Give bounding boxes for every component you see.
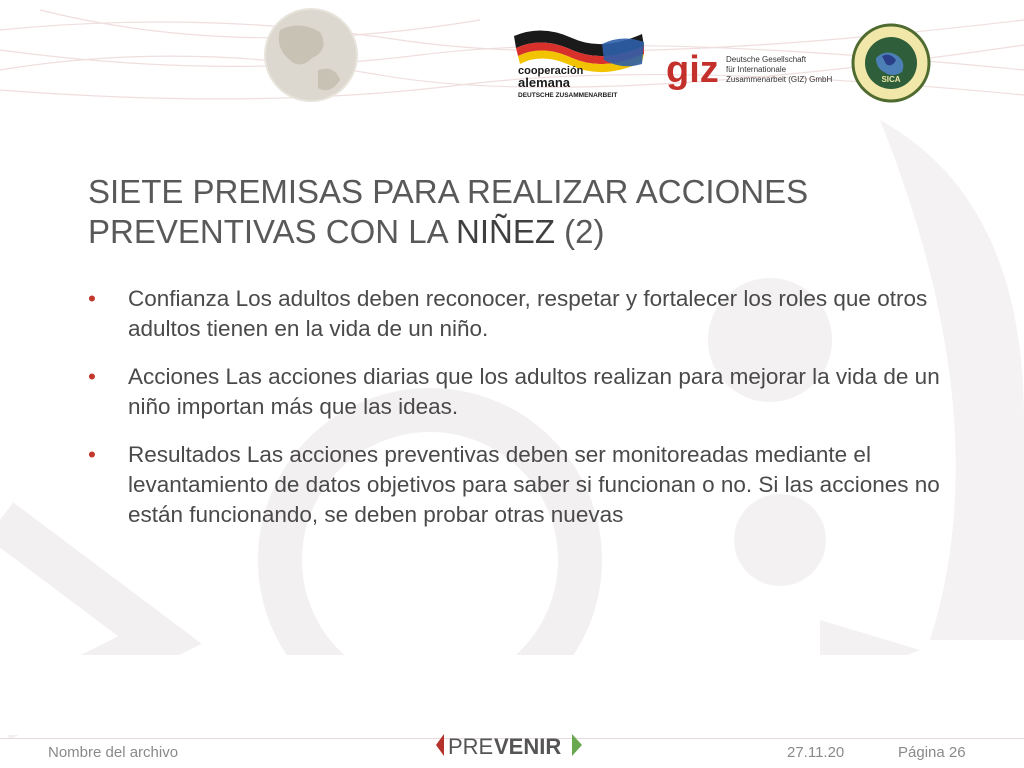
sica-name: SICA: [881, 75, 901, 84]
giz-mark: giz: [666, 49, 719, 91]
coop-line3: DEUTSCHE ZUSAMMENARBEIT: [518, 92, 618, 99]
footer-page-number: Página 26: [898, 744, 966, 761]
cooperacion-alemana-logo: [512, 24, 652, 100]
chevron-left-icon: [436, 734, 444, 756]
bullet-text: Resultados Las acciones preventivas deben ser monitoreadas mediante el levantamiento de datos objetivos para saber si funcionan o no. Si las acciones no están funcionando, se deben probar otras nuevas: [128, 442, 940, 527]
prevenir-logo: [436, 730, 588, 760]
coop-line1: cooperación: [518, 65, 584, 77]
bullet-dot: •: [88, 286, 96, 311]
bullet-item-acciones: [88, 362, 948, 422]
bullet-dot: •: [88, 442, 96, 467]
coop-line2: alemana: [518, 75, 571, 90]
prevenir-pre: PRE: [448, 734, 494, 759]
giz-line3: Zusammenarbeit (GIZ) GmbH: [726, 75, 833, 84]
chevron-right-icon: [572, 734, 582, 756]
bullet-item-confianza: [88, 284, 948, 344]
footer-date: 27.11.20: [787, 744, 845, 761]
giz-logo: [666, 48, 836, 92]
giz-line1: Deutsche Gesellschaft: [726, 55, 807, 64]
bullet-item-resultados: [88, 440, 948, 530]
bullet-text: Acciones Las acciones diarias que los adultos realizan para mejorar la vida de un niño importan más que las ideas.: [128, 364, 940, 419]
giz-line2: für Internationale: [726, 65, 787, 74]
title-line-2c: (2): [555, 213, 605, 250]
title-line-1: SIETE PREMISAS PARA REALIZAR ACCIONES: [88, 173, 809, 210]
title-line-2b: NIÑEZ: [456, 213, 555, 250]
title-line-2a: PREVENTIVAS CON LA: [88, 213, 456, 250]
prevenir-venir: VENIR: [494, 734, 562, 759]
bullet-dot: •: [88, 364, 96, 389]
footer-file-name: Nombre del archivo: [48, 744, 179, 761]
partner-logos: [0, 0, 1024, 118]
slide-title: [88, 172, 948, 252]
bullet-text: Confianza Los adultos deben reconocer, respetar y fortalecer los roles que otros adultos tienen en la vida de un niño.: [128, 286, 928, 341]
bullet-list: [88, 284, 948, 548]
sica-seal-logo: [846, 22, 936, 104]
